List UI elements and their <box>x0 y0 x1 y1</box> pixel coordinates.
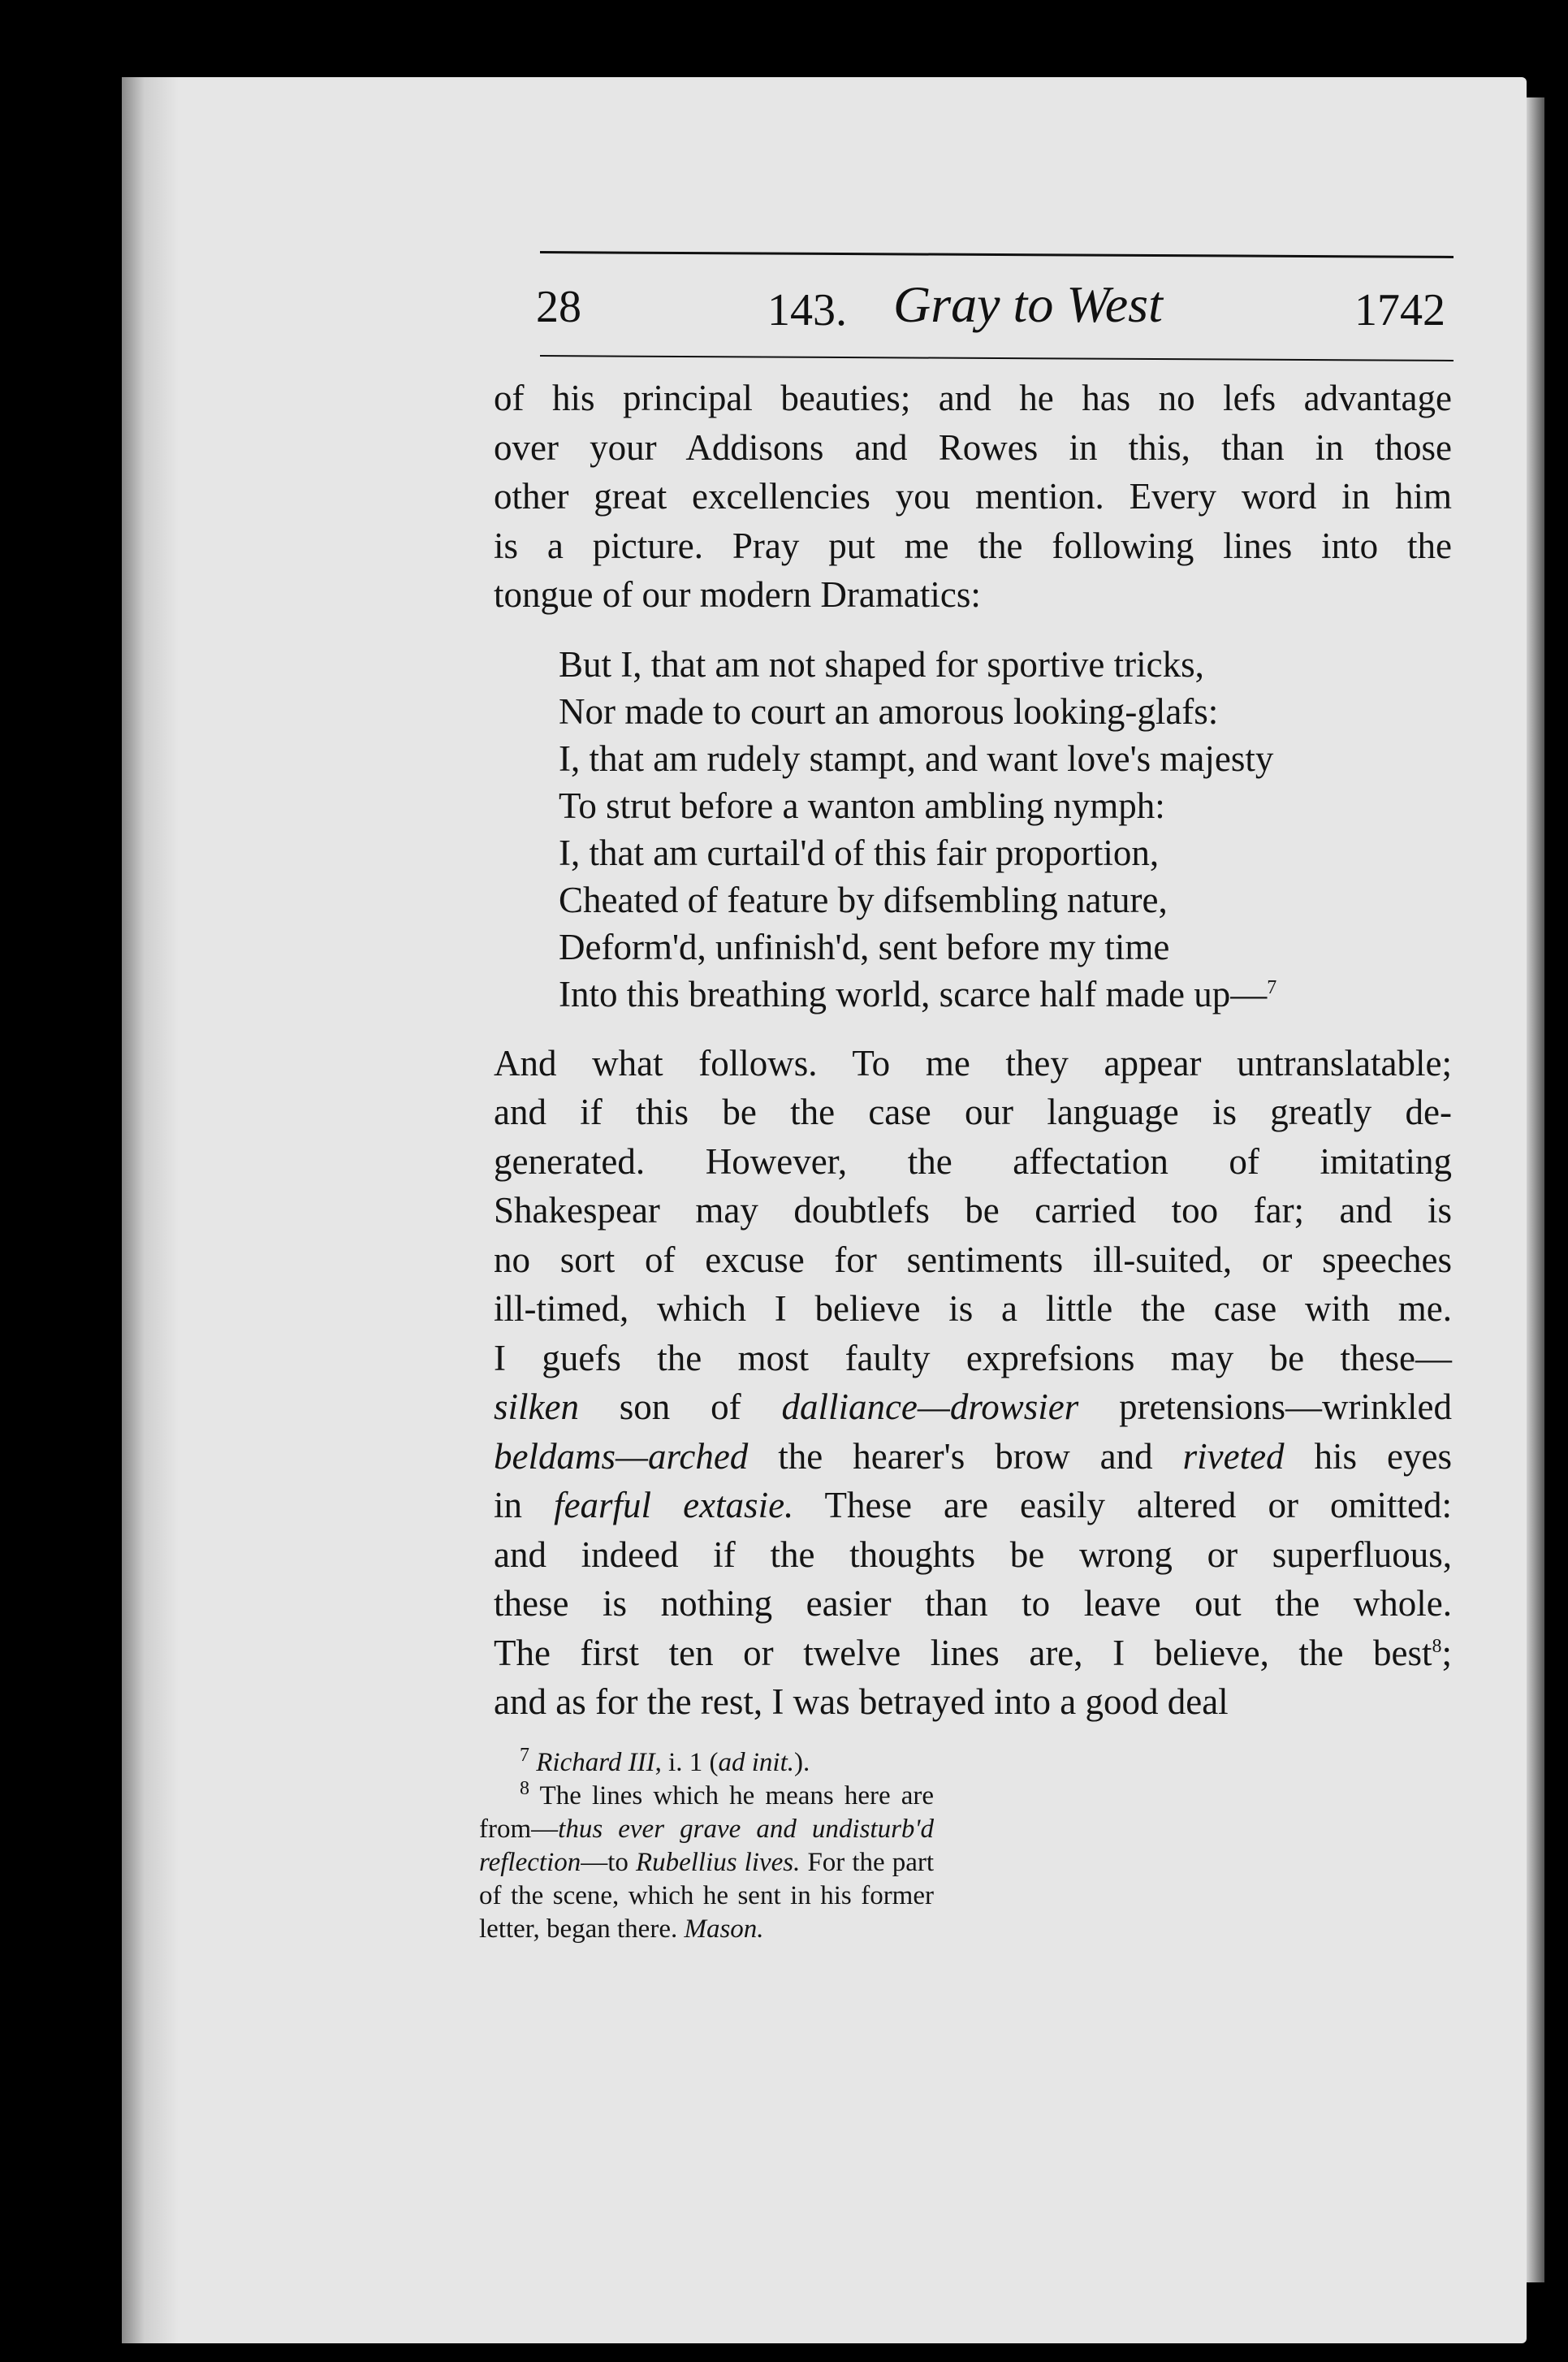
letter-number: 143. <box>767 285 847 335</box>
footnote-mark: 8 <box>520 1778 529 1799</box>
paragraph-1 <box>494 374 1452 620</box>
italic-word: Richard III <box>536 1748 655 1777</box>
footnote-7 <box>479 1746 934 1780</box>
body-text <box>494 374 1452 1727</box>
text-run: ; <box>1441 1632 1452 1673</box>
italic-word: ad init. <box>718 1748 794 1777</box>
text-line: and if this be the case our language is greatly de- <box>494 1092 1452 1132</box>
paragraph-2 <box>494 1039 1452 1727</box>
text-line: and as for the rest, I was betrayed into a good deal <box>494 1681 1229 1722</box>
text-line: other great excellencies you mention. Every word in him <box>494 476 1452 517</box>
text-line: no sort of excuse for sentiments ill-suited, or speeches <box>494 1239 1452 1280</box>
text-line: ill-timed, which I believe is a little the case with me. <box>494 1288 1452 1329</box>
text-run: , i. 1 ( <box>654 1748 719 1777</box>
text-line: tongue of our modern Dramatics: <box>494 574 981 615</box>
footnote-8 <box>479 1780 934 1946</box>
text-line: generated. However, the affectation of imitating <box>494 1140 1452 1182</box>
page-number: 28 <box>536 282 581 332</box>
page-gutter-shadow <box>122 77 179 2343</box>
italic-word: riveted <box>1182 1435 1285 1477</box>
running-head <box>536 266 1445 356</box>
verse-line <box>559 971 1452 1018</box>
text-run: son of <box>578 1386 782 1427</box>
text-run: his eyes <box>1284 1435 1452 1477</box>
italic-word: Mason. <box>684 1914 764 1944</box>
footnote-column-left <box>479 1746 934 1946</box>
verse-line: Cheated of feature by difsembling nature, <box>559 879 1168 920</box>
footnote-mark: 7 <box>520 1745 529 1766</box>
footnote-ref: 7 <box>1267 976 1277 998</box>
italic-word: beldams—arched <box>494 1435 749 1477</box>
letter-title: Gray to West <box>893 275 1163 333</box>
italic-word: fearful extasie. <box>554 1485 794 1525</box>
page-edge <box>1527 97 1544 2282</box>
text-run: pretensions—wrinkled <box>1078 1386 1453 1427</box>
text-line <box>494 1432 1452 1482</box>
verse-line: Deform'd, unfinish'd, sent before my time <box>559 926 1170 967</box>
verse-line: I, that am curtail'd of this fair proportion, <box>559 832 1160 873</box>
text-line: And what follows. To me they appear untranslatable; <box>494 1042 1452 1084</box>
text-run: For the part of the scene, which he sent in his former letter, began there. <box>479 1848 934 1944</box>
text-line: and indeed if the thoughts be wrong or superfluous, <box>494 1534 1452 1575</box>
text-line: of his principal beauties; and he has no lefs advantage <box>494 378 1452 418</box>
text-line: I guefs the most faulty exprefsions may be these— <box>494 1337 1452 1378</box>
italic-word: thus ever grave and undisturb'd reflection <box>479 1815 934 1877</box>
italic-word: silken <box>494 1386 579 1427</box>
text-run: —to <box>581 1848 636 1877</box>
verse-line: Nor made to court an amorous looking-glafs: <box>559 690 1219 732</box>
text-line: these is nothing easier than to leave out the whole. <box>494 1583 1452 1624</box>
italic-word: Rubellius lives. <box>635 1848 801 1877</box>
verse-line: To strut before a wanton ambling nymph: <box>559 785 1165 826</box>
footnote-ref: 8 <box>1432 1635 1442 1657</box>
verse-quotation <box>559 641 1452 1018</box>
text-line <box>494 1382 1452 1432</box>
italic-word: dalliance—drowsier <box>781 1386 1079 1427</box>
footnotes <box>479 1746 1421 1946</box>
letter-year: 1742 <box>1354 285 1445 335</box>
text-run: in <box>494 1485 555 1525</box>
verse-line: But I, that am not shaped for sportive tricks, <box>559 643 1204 685</box>
text-line: over your Addisons and Rowes in this, than in those <box>494 426 1452 468</box>
verse-line-text: Into this breathing world, scarce half made up— <box>559 973 1268 1014</box>
text-line <box>494 1481 1452 1530</box>
text-line: Shakespear may doubtlefs be carried too far; and is <box>494 1190 1452 1231</box>
text-run: The first ten or twelve lines are, I believe, the best <box>494 1632 1432 1673</box>
text-run: the hearer's brow and <box>748 1435 1183 1477</box>
text-run: The lines which he means here are from— <box>479 1781 935 1844</box>
text-line: is a picture. Pray put me the following lines into the <box>494 525 1452 566</box>
text-run: These are easily altered or omitted: <box>793 1485 1452 1525</box>
text-line <box>494 1629 1452 1678</box>
text-run: ). <box>794 1748 810 1777</box>
verse-line: I, that am rudely stampt, and want love's majesty <box>559 738 1274 779</box>
